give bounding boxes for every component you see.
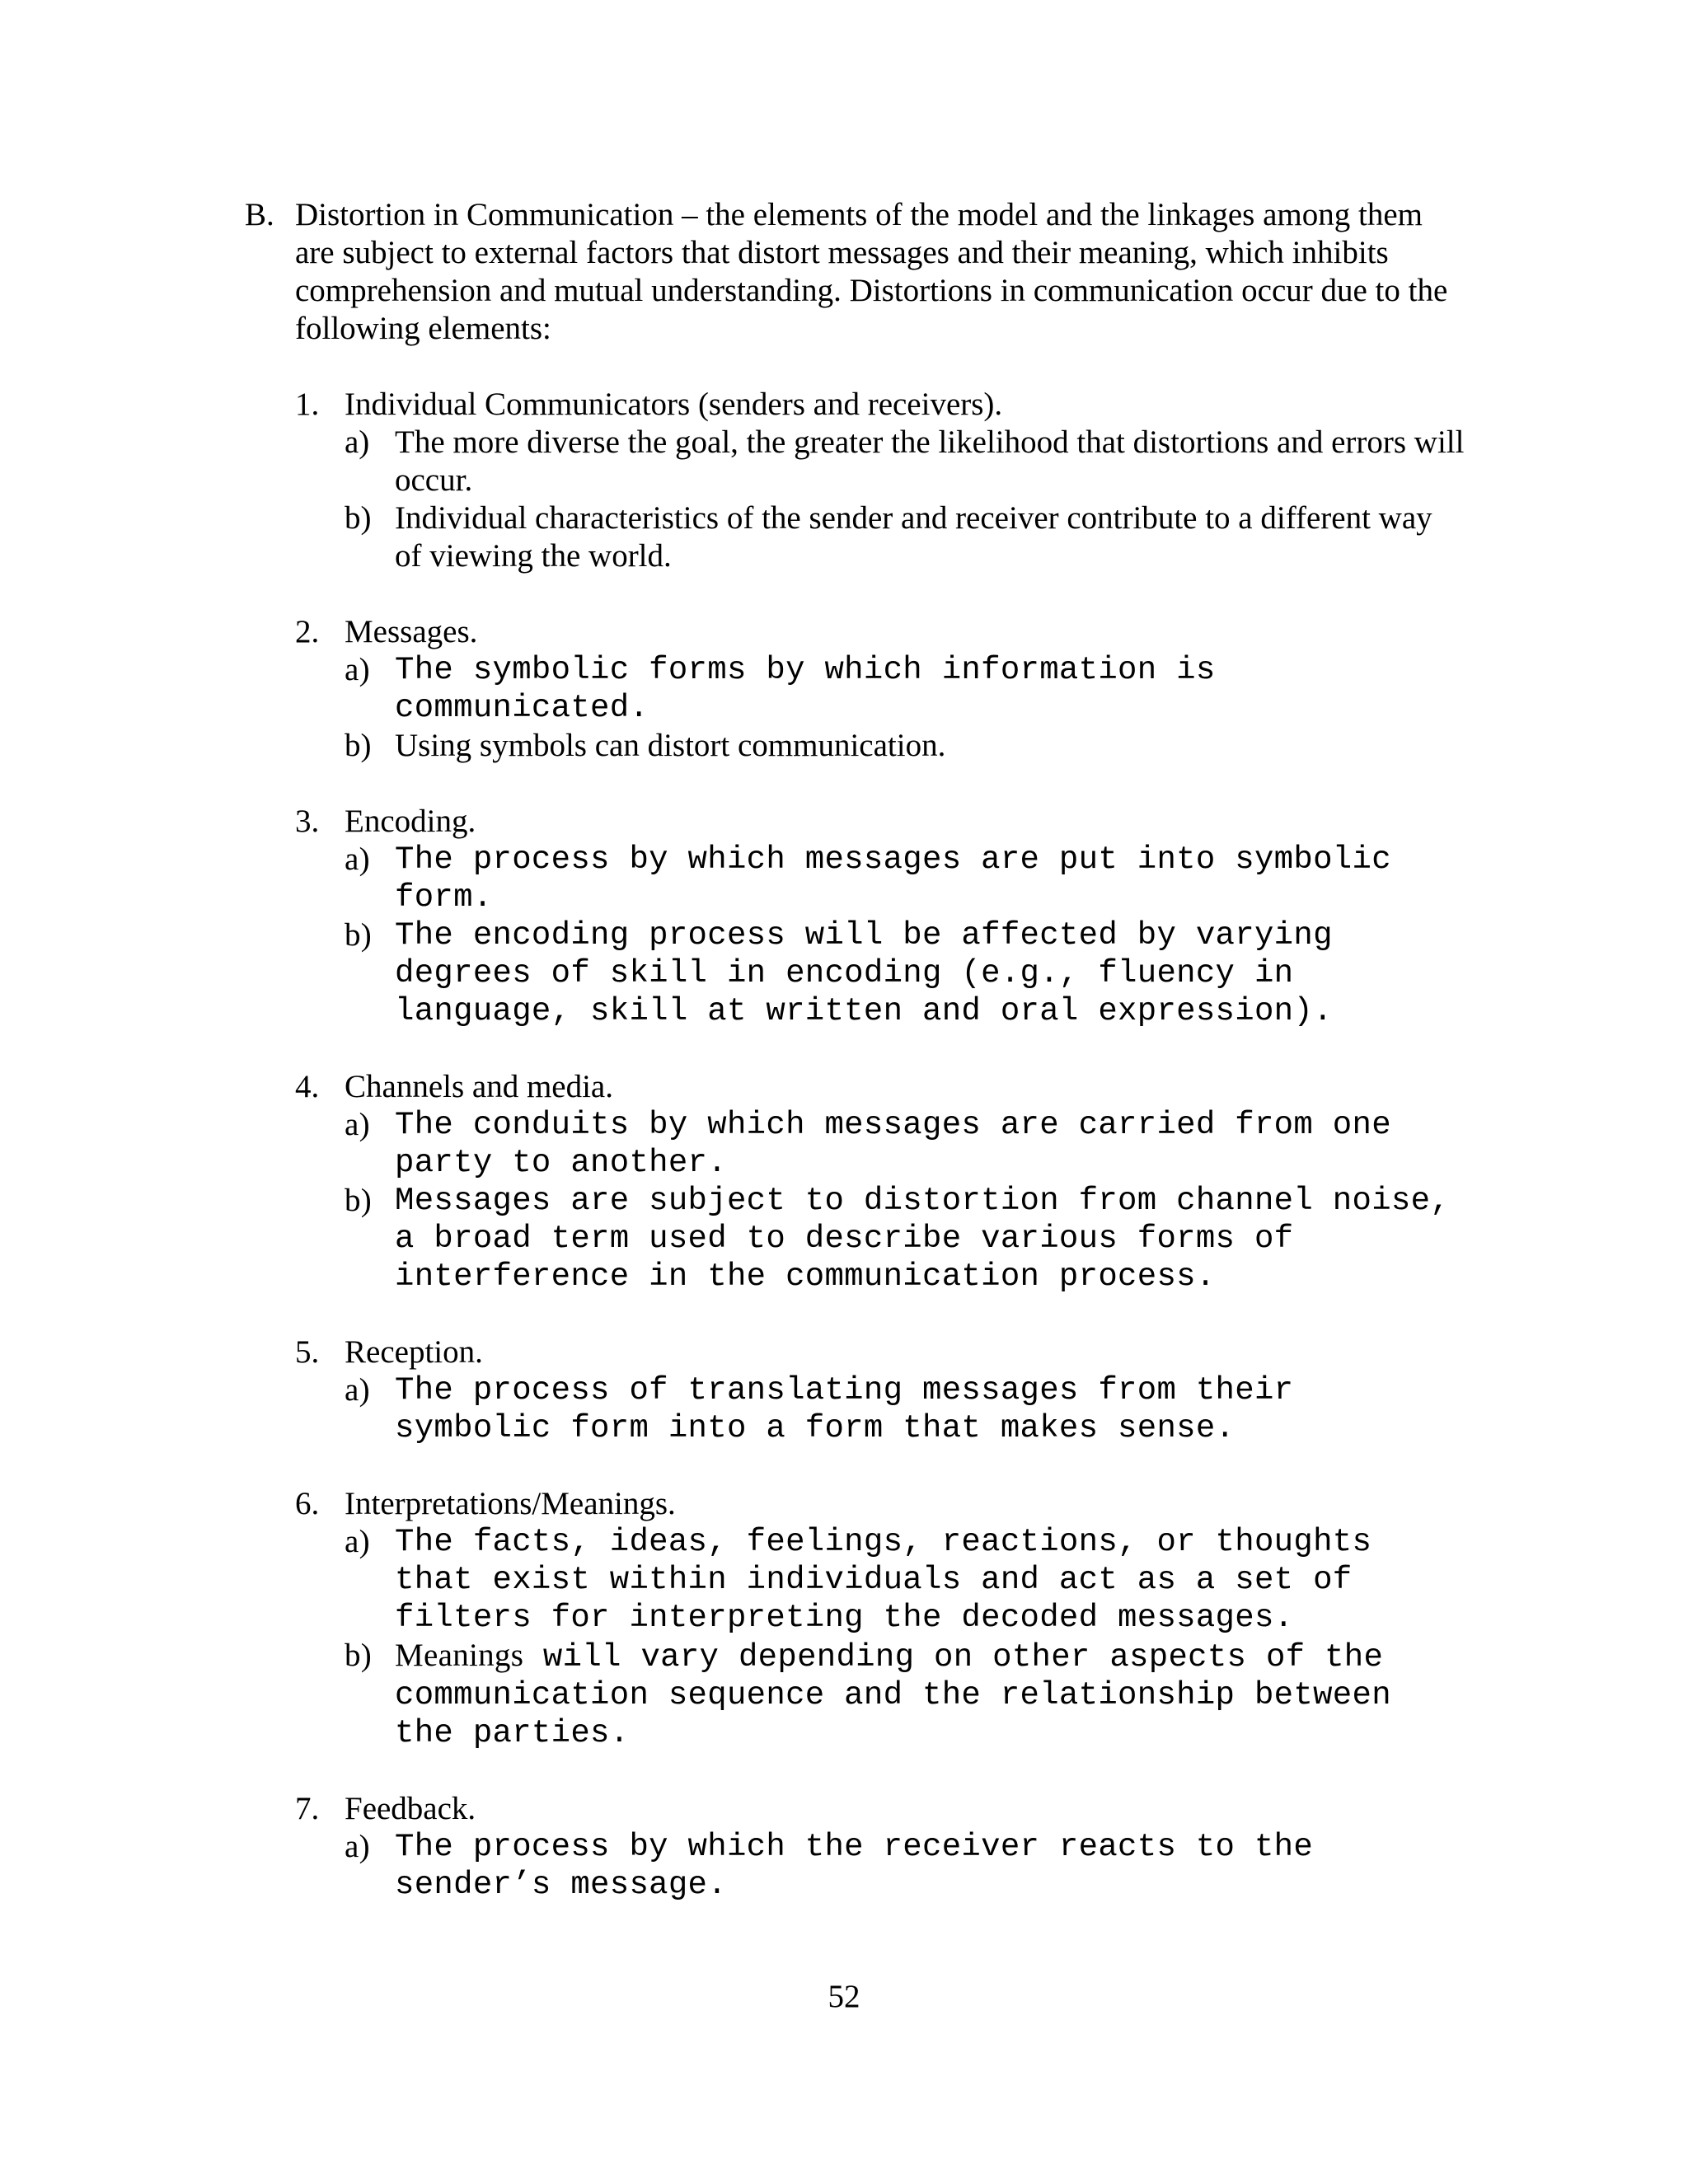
sub-item-letter: a)	[345, 1524, 370, 1559]
item-number: 4.	[295, 1069, 320, 1104]
sub-item-text: The process by which messages are put into symbolic form.	[395, 841, 1391, 916]
list-item-reception	[295, 1333, 1465, 1447]
sub-item	[345, 841, 1465, 916]
item-number: 5.	[295, 1334, 320, 1370]
sub-item-text: The symbolic forms by which information is communicated.	[395, 652, 1216, 726]
sub-item-text: The more diverse the goal, the greater the likelihood that distortions and errors will occur.	[395, 424, 1465, 498]
sub-item-text: Using symbols can distort communication.	[395, 728, 946, 763]
sub-item-letter: a)	[345, 1107, 370, 1142]
sub-item-letter: b)	[345, 1183, 373, 1218]
list-item-messages	[295, 613, 1465, 765]
sub-item	[345, 424, 1465, 499]
sub-item	[345, 1828, 1465, 1904]
sub-item-letter: a)	[345, 841, 370, 877]
item-title: Feedback.	[345, 1791, 476, 1826]
sub-item	[345, 1523, 1465, 1637]
list-item-encoding	[295, 803, 1465, 1030]
sub-item	[345, 1371, 1465, 1447]
list-item-feedback	[295, 1790, 1465, 1904]
item-number: 1.	[295, 387, 320, 422]
sub-item-letter: a)	[345, 1372, 370, 1408]
sub-item	[345, 499, 1465, 575]
list-item-channels-and-media	[295, 1068, 1465, 1296]
sub-item-text: The facts, ideas, feelings, reactions, or thoughts that exist within individuals and act as a set of filters for interpreting the decoded messages.	[395, 1524, 1372, 1636]
sub-item	[345, 916, 1465, 1030]
list-item-interpretations-meanings	[295, 1485, 1465, 1752]
item-title: Messages.	[345, 614, 478, 649]
sub-item-lead-word: Meanings	[395, 1638, 524, 1673]
section-marker: B.	[245, 197, 274, 232]
sub-item	[345, 727, 1465, 765]
sub-item-letter: b)	[345, 728, 372, 763]
item-title: Interpretations/Meanings.	[345, 1486, 676, 1521]
sub-item-text: The encoding process will be affected by varying degrees of skill in encoding (e.g., fluency in language, skill at written and oral expression).	[395, 917, 1333, 1029]
sub-item-text: The process of translating messages from their symbolic form into a form that makes sense.	[395, 1372, 1294, 1446]
sub-item	[345, 1637, 1465, 1752]
section-b	[245, 196, 1465, 1942]
list-item-individual-communicators	[295, 386, 1465, 575]
sub-item-letter: b)	[345, 500, 372, 536]
sub-item-letter: b)	[345, 917, 373, 953]
sub-item-text: Messages are subject to distortion from channel noise, a broad term used to describe various forms of interference in the communication process.	[395, 1183, 1451, 1295]
sub-item	[345, 1106, 1465, 1182]
sub-item	[345, 651, 1465, 727]
item-title: Individual Communicators (senders and receivers).	[345, 387, 1003, 422]
item-title: Channels and media.	[345, 1069, 613, 1104]
sub-item-text: will vary depending on other aspects of the communication sequence and the relationship between the parties.	[395, 1639, 1391, 1751]
item-number: 7.	[295, 1791, 320, 1826]
sub-item-letter: a)	[345, 652, 370, 687]
sub-item-text: The process by which the receiver reacts to the sender’s message.	[395, 1829, 1314, 1903]
page-number: 52	[828, 1979, 860, 2014]
item-number: 6.	[295, 1486, 320, 1521]
section-intro-text: Distortion in Communication – the elements of the model and the linkages among them are subject to external factors that distort messages and their meaning, which inhibits comprehension and mutual understanding. Distortions in communication occur due to the following elements:	[295, 197, 1448, 346]
item-title: Encoding.	[345, 804, 476, 839]
sub-item-letter: a)	[345, 1829, 370, 1864]
element-list	[295, 386, 1465, 1904]
sub-item-letter: b)	[345, 1638, 373, 1673]
item-number: 2.	[295, 614, 320, 649]
item-number: 3.	[295, 804, 320, 839]
sub-item	[345, 1182, 1465, 1296]
sub-item-text: Individual characteristics of the sender and receiver contribute to a different way of viewing the world.	[395, 500, 1432, 574]
section-heading	[245, 196, 1465, 348]
sub-item-text: The conduits by which messages are carried from one party to another.	[395, 1107, 1391, 1181]
item-title: Reception.	[345, 1334, 483, 1370]
sub-item-letter: a)	[345, 424, 370, 460]
